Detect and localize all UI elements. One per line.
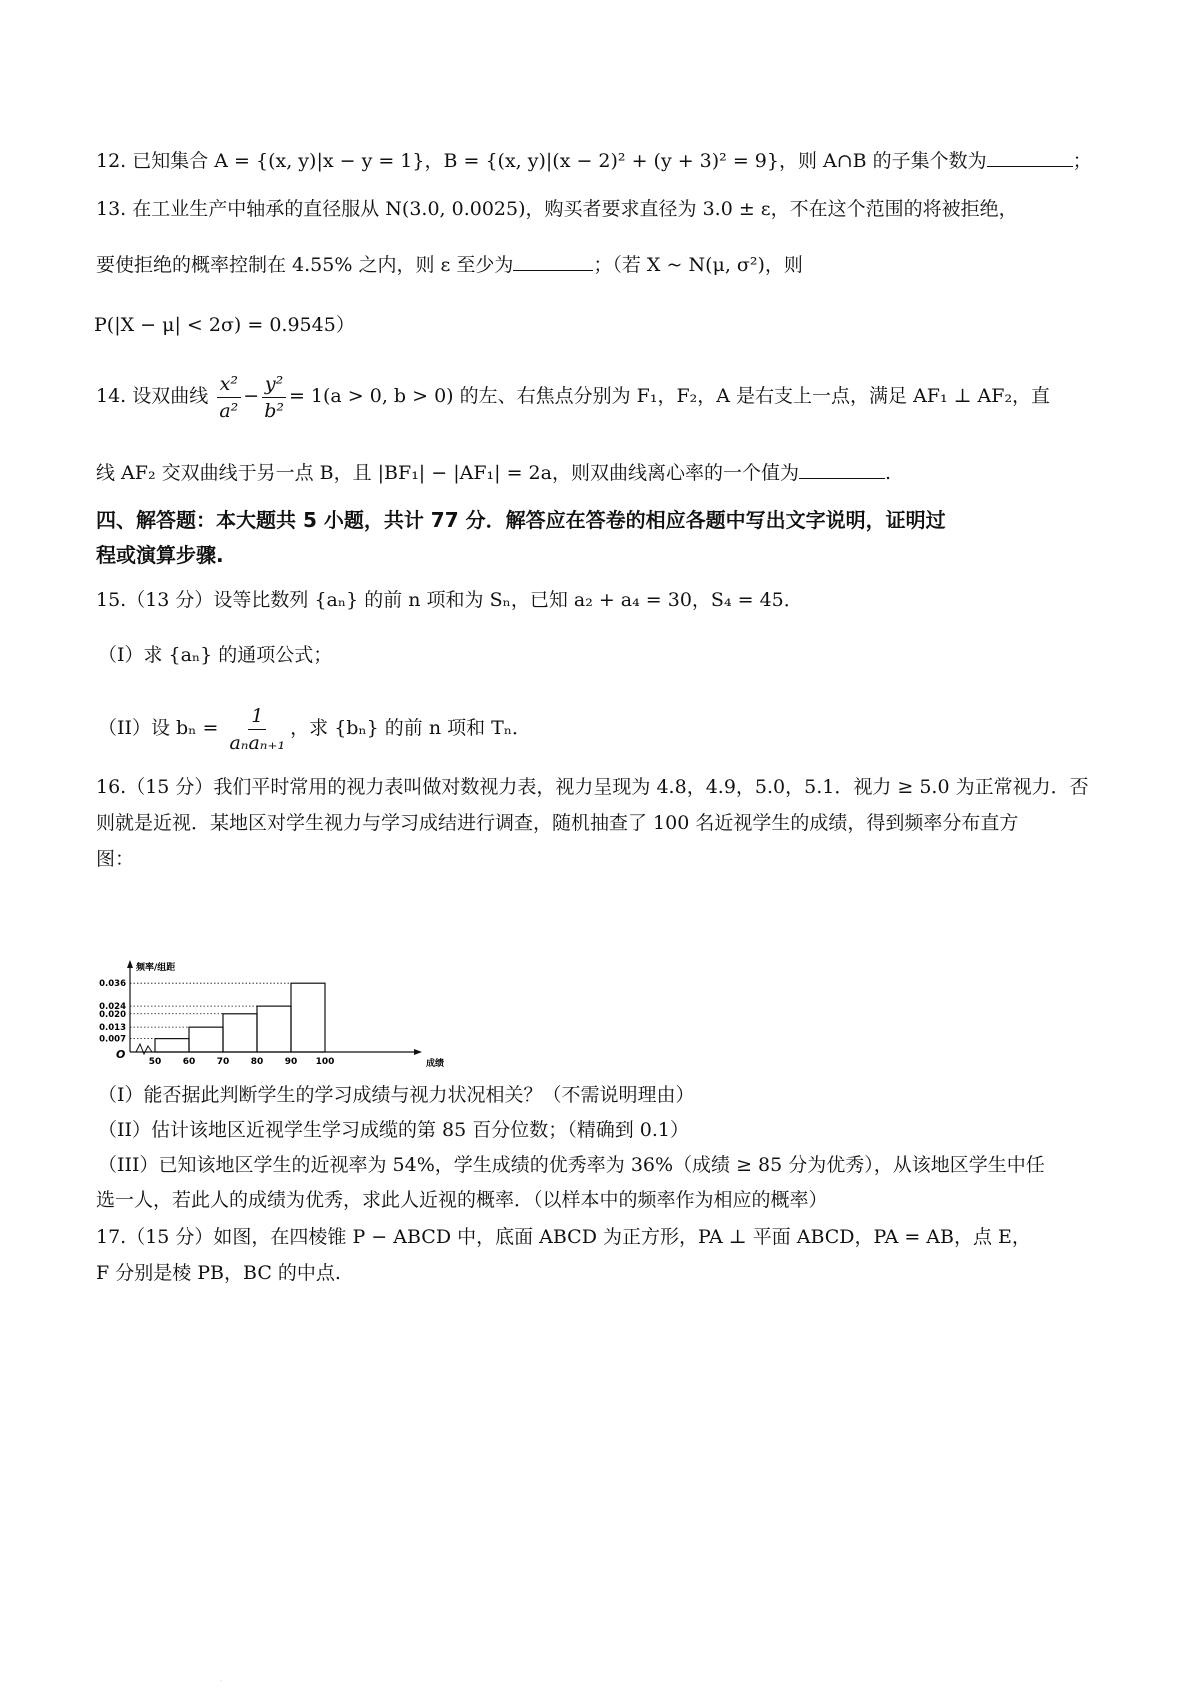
q15-part1: （I）求 {aₙ} 的通项公式；	[98, 644, 333, 666]
q14-fraction-y	[261, 371, 287, 424]
section4-heading-line1: 四、解答题：本大题共 5 小题，共计 77 分．解答应在答卷的相应各题中写出文字说明，证明过	[96, 508, 946, 532]
q14-line2-text: 线 AF₂ 交双曲线于另一点 B，且 |BF₁| − |AF₁| = 2a，则双曲线离心率的一个值为	[96, 462, 799, 484]
q12-end: ；	[1072, 150, 1092, 172]
section4-heading-line2: 程或演算步骤.	[96, 543, 224, 567]
q15-fraction	[226, 703, 288, 756]
q16-part1: （I）能否据此判断学生的学习成绩与视力状况相关？（不需说明理由）	[98, 1084, 695, 1106]
y-axis-label: 频率/组距	[136, 963, 176, 973]
q16-line3: 图：	[96, 848, 135, 870]
footer-mark: ·	[220, 1678, 222, 1685]
x-axis-arrow	[414, 1049, 422, 1055]
q12-answer-blank[interactable]	[987, 148, 1073, 167]
q12-line	[96, 146, 1092, 176]
x-tick-label: 60	[182, 1057, 196, 1067]
q15-stem: 15.（13 分）设等比数列 {aₙ} 的前 n 项和为 Sₙ，已知 a₂ + a₄ = 30，S₄ = 45．	[96, 589, 803, 611]
q13-line2-tail: ；（若 X ~ N(μ, σ²)，则	[593, 254, 803, 276]
q15-frac-den: aₙaₙ₊₁	[229, 731, 286, 754]
x-tick-label: 90	[284, 1057, 298, 1067]
q15-part2-prefix: （II）设 bₙ =	[98, 717, 219, 739]
histogram-bar	[223, 1014, 257, 1052]
x-tick-label: 100	[315, 1057, 335, 1067]
q14-line2-end: .	[884, 462, 891, 484]
histogram-bar	[291, 983, 325, 1052]
q16-part3-line1: （III）已知该地区学生的近视率为 54%，学生成绩的优秀率为 36%（成绩 ≥ 85 分为优秀），从该地区学生中任	[98, 1154, 1045, 1176]
q14-prefix: 14. 设双曲线	[96, 385, 209, 407]
q13-answer-blank[interactable]	[513, 252, 593, 271]
q14-fraction-x	[216, 371, 241, 424]
q15-frac-num: 1	[248, 703, 266, 730]
y-tick-label: 0.013	[99, 1023, 126, 1034]
frequency-histogram	[96, 958, 445, 1076]
q17-line2: F 分别是棱 PB，BC 的中点.	[96, 1262, 341, 1284]
q16-line2: 则就是近视．某地区对学生视力与学习成结进行调查，随机抽查了 100 名近视学生的成绩，得到频率分布直方	[96, 812, 1019, 834]
q16-part3-line2: 选一人，若此人的成绩为优秀，求此人近视的概率．（以样本中的频率作为相应的概率）	[96, 1189, 828, 1211]
q13-line2-text: 要使拒绝的概率控制在 4.55% 之内，则 ε 至少为	[96, 254, 514, 276]
histogram-bar	[257, 1006, 291, 1052]
y-tick-label: 0.007	[99, 1034, 126, 1045]
q14-frac2-den: b²	[264, 399, 284, 422]
q14-answer-blank[interactable]	[799, 460, 885, 479]
q16-line1: 16.（15 分）我们平时常用的视力表叫做对数视力表，视力呈现为 4.8，4.9，5.0，5.1．视力 ≥ 5.0 为正常视力．否	[96, 776, 1089, 798]
q14-line2	[96, 458, 891, 488]
q15-part2-suffix: ，求 {bₙ} 的前 n 项和 Tₙ．	[290, 717, 532, 739]
q17-line1: 17.（15 分）如图，在四棱锥 P − ABCD 中，底面 ABCD 为正方形，PA ⊥ 平面 ABCD，PA = AB，点 E，	[96, 1226, 1031, 1248]
q14-line1	[96, 368, 1050, 424]
q14-line1-rest: = 1(a > 0, b > 0) 的左、右焦点分别为 F₁，F₂，A 是右支上一点，满足 AF₁ ⊥ AF₂，直	[288, 385, 1051, 407]
x-axis-label: 成绩	[426, 1059, 445, 1069]
y-tick-label: 0.036	[99, 979, 126, 990]
histogram-bar	[155, 1039, 189, 1052]
x-tick-label: 80	[250, 1057, 264, 1067]
y-tick-label: 0.020	[99, 1009, 126, 1020]
q14-minus: −	[243, 385, 260, 407]
q14-frac2-num: y²	[262, 371, 286, 398]
origin-label: O	[116, 1048, 126, 1061]
q16-part2: （II）估计该地区近视学生学习成缆的第 85 百分位数；（精确到 0.1）	[98, 1119, 690, 1141]
q13-line2	[96, 250, 803, 280]
q12-text: 12. 已知集合 A = {(x, y)|x − y = 1}，B = {(x, y)|(x − 2)² + (y + 3)² = 9}，则 A∩B 的子集个数为	[96, 150, 987, 172]
q15-part2	[98, 700, 531, 756]
x-tick-label: 50	[148, 1057, 162, 1067]
q14-frac1-den: a²	[219, 399, 239, 422]
x-tick-label: 70	[216, 1057, 230, 1067]
q13-line1: 13. 在工业生产中轴承的直径服从 N(3.0, 0.0025)，购买者要求直径为 3.0 ± ε，不在这个范围的将被拒绝，	[96, 198, 1018, 220]
histogram-bar	[189, 1027, 223, 1052]
q14-frac1-num: x²	[217, 371, 241, 398]
y-tick-label: 0.024	[99, 1002, 126, 1013]
y-axis-arrow	[127, 960, 133, 968]
q13-line3: P(|X − μ| < 2σ) = 0.9545）	[94, 314, 355, 336]
